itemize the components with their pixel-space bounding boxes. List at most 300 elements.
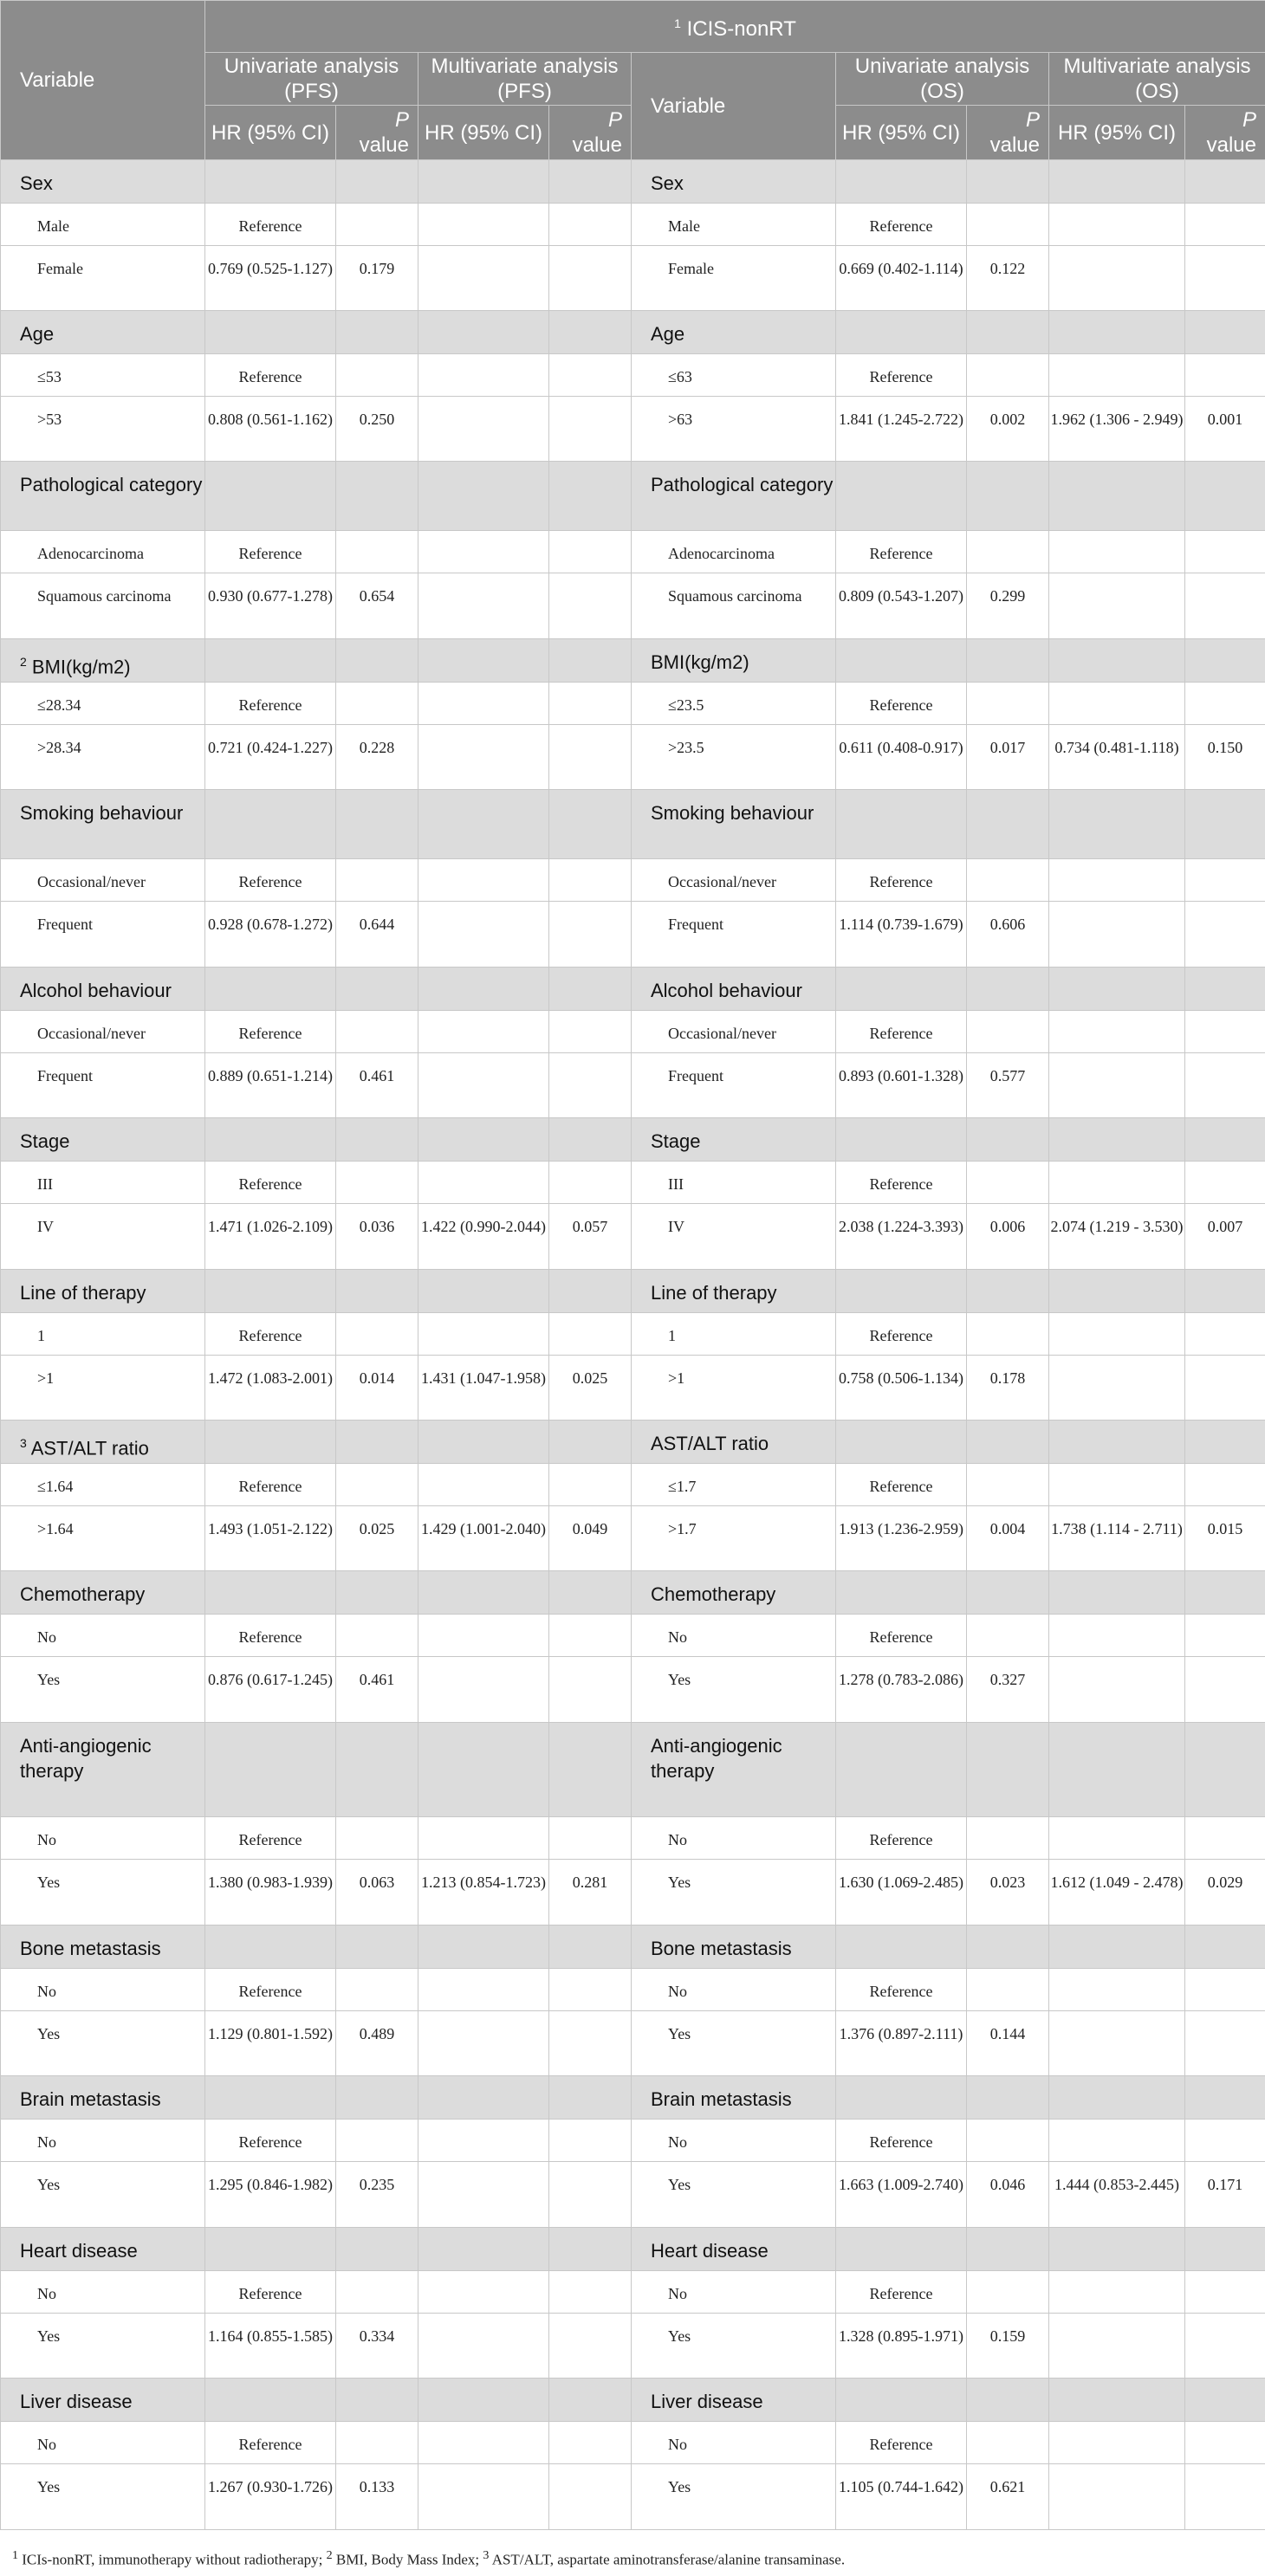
multivariate-hr-value (418, 354, 549, 397)
multivariate-p-value (549, 725, 632, 790)
multivariate-p-value: 0.025 (549, 1356, 632, 1421)
hr-ci-value: Reference (836, 683, 967, 725)
empty-cell (549, 2228, 632, 2271)
multivariate-p-value (1185, 1011, 1265, 1053)
p-value (967, 204, 1049, 246)
empty-cell (336, 1723, 418, 1817)
p-value-header: P value (549, 106, 632, 160)
multivariate-p-value (549, 1657, 632, 1723)
category-label: Stage (20, 1130, 70, 1152)
multivariate-hr-value (418, 1011, 549, 1053)
hr-ci-value: Reference (836, 204, 967, 246)
level-label: No (632, 2120, 836, 2162)
multivariate-hr-value: 1.422 (0.990-2.044) (418, 1204, 549, 1270)
multivariate-hr-value: 1.738 (1.114 - 2.711) (1049, 1506, 1185, 1571)
empty-cell (967, 1118, 1049, 1162)
p-value (967, 1464, 1049, 1506)
multivariate-hr-value (418, 1053, 549, 1118)
category-cell-left (1, 1571, 205, 1615)
multivariate-p-value (549, 2011, 632, 2076)
level-label: Yes (1, 1657, 205, 1723)
hr-ci-value: 0.809 (0.543-1.207) (836, 573, 967, 639)
hr-ci-value: Reference (836, 1464, 967, 1506)
multivariate-p-value (549, 573, 632, 639)
empty-cell (1049, 462, 1185, 531)
multivariate-hr-value (1049, 902, 1185, 968)
empty-cell (836, 462, 967, 531)
p-value (336, 1969, 418, 2011)
table-row (1, 725, 1265, 790)
category-cell-right (632, 1421, 836, 1464)
empty-cell (1049, 1571, 1185, 1615)
hr-ci-value: 0.669 (0.402-1.114) (836, 246, 967, 311)
empty-cell (967, 2076, 1049, 2120)
category-cell-right (632, 1118, 836, 1162)
category-row (1, 2379, 1265, 2422)
multivariate-hr-value (1049, 2120, 1185, 2162)
table-row (1, 2271, 1265, 2314)
empty-cell (1185, 1118, 1265, 1162)
category-cell-left (1, 639, 205, 683)
level-label: ≤53 (1, 354, 205, 397)
multivariate-p-value (549, 1011, 632, 1053)
multivariate-hr-value (418, 1313, 549, 1356)
footnote: $^1$ ICIs-nonRT, immunotherapy without radiotherapy; $^2$ BMI, Body Mass Index; $^3$ AST/ALT, aspartate aminotransferase/alanine transaminase. (12, 2549, 846, 2568)
empty-cell (836, 639, 967, 683)
empty-cell (336, 462, 418, 531)
table-header (1, 1, 1265, 160)
category-row (1, 1421, 1265, 1464)
empty-cell (418, 1926, 549, 1969)
p-value (336, 1162, 418, 1204)
p-value-header: P value (967, 106, 1049, 160)
level-label: No (632, 1969, 836, 2011)
category-cell-left (1, 2228, 205, 2271)
empty-cell (418, 968, 549, 1011)
category-label: Age (651, 323, 685, 345)
multivariate-hr-value (418, 683, 549, 725)
multivariate-hr-value (418, 902, 549, 968)
empty-cell (836, 1270, 967, 1313)
p-value: 0.644 (336, 902, 418, 968)
p-value: 0.327 (967, 1657, 1049, 1723)
empty-cell (418, 311, 549, 354)
p-value: 0.606 (967, 902, 1049, 968)
multivariate-p-value (1185, 1817, 1265, 1860)
multivariate-hr-value (1049, 246, 1185, 311)
p-value (336, 1615, 418, 1657)
category-label: Bone metastasis (20, 1938, 161, 1959)
hr-ci-value: Reference (205, 354, 336, 397)
table-row (1, 1817, 1265, 1860)
table-row (1, 859, 1265, 902)
multivariate-hr-value (418, 1162, 549, 1204)
multivariate-hr-value (1049, 1313, 1185, 1356)
hr-ci-value: 0.928 (0.678-1.272) (205, 902, 336, 968)
empty-cell (205, 2228, 336, 2271)
multivariate-p-value (1185, 859, 1265, 902)
level-label: Frequent (1, 1053, 205, 1118)
multivariate-p-value (1185, 2011, 1265, 2076)
p-value: 0.489 (336, 2011, 418, 2076)
multivariate-p-value (549, 2120, 632, 2162)
hr-ci-value: 0.889 (0.651-1.214) (205, 1053, 336, 1118)
hr-ci-value: 0.769 (0.525-1.127) (205, 246, 336, 311)
table-row (1, 1011, 1265, 1053)
category-cell-left (1, 1270, 205, 1313)
multivariate-p-value (1185, 531, 1265, 573)
multivariate-hr-value (418, 1657, 549, 1723)
empty-cell (967, 1421, 1049, 1464)
multivariate-p-value (1185, 902, 1265, 968)
hr-ci-value: Reference (836, 1162, 967, 1204)
empty-cell (836, 1926, 967, 1969)
p-value: 0.017 (967, 725, 1049, 790)
table-row (1, 1969, 1265, 2011)
multivariate-p-value (1185, 1657, 1265, 1723)
level-label: Female (1, 246, 205, 311)
empty-cell (205, 311, 336, 354)
multivariate-p-value (549, 859, 632, 902)
multivariate-p-value (549, 1162, 632, 1204)
p-value (336, 204, 418, 246)
table-row (1, 2011, 1265, 2076)
empty-cell (967, 311, 1049, 354)
table-body (1, 160, 1265, 2530)
category-label: Line of therapy (651, 1282, 777, 1304)
level-label: Yes (1, 2314, 205, 2379)
category-label: BMI(kg/m2) (31, 656, 131, 678)
hr-ci-value: Reference (205, 1313, 336, 1356)
empty-cell (205, 1571, 336, 1615)
level-label: Adenocarcinoma (1, 531, 205, 573)
multivariate-hr-value: 1.429 (1.001-2.040) (418, 1506, 549, 1571)
hr-ci-value: Reference (205, 2422, 336, 2464)
category-label: AST/ALT ratio (651, 1433, 769, 1454)
table-row (1, 902, 1265, 968)
category-cell-right (632, 2076, 836, 2120)
multivariate-p-value (1185, 1356, 1265, 1421)
multivariate-hr-value (1049, 2271, 1185, 2314)
multivariate-hr-value (418, 859, 549, 902)
category-cell-right (632, 160, 836, 204)
hr-ci-value: Reference (836, 531, 967, 573)
category-cell-right (632, 790, 836, 859)
empty-cell (549, 462, 632, 531)
empty-cell (836, 160, 967, 204)
hr-ci-value: Reference (836, 1969, 967, 2011)
hr-header: HR (95% CI) (836, 106, 967, 160)
p-value: 0.228 (336, 725, 418, 790)
category-label: Line of therapy (20, 1282, 146, 1304)
hr-ci-value: 1.380 (0.983-1.939) (205, 1860, 336, 1926)
multivariate-p-value (549, 2314, 632, 2379)
variable-header-left: Variable (1, 1, 205, 160)
multivariate-p-value (1185, 1464, 1265, 1506)
multivariate-p-value (1185, 1969, 1265, 2011)
level-label: >1 (632, 1356, 836, 1421)
empty-cell (1049, 1270, 1185, 1313)
multivariate-p-value (549, 1464, 632, 1506)
level-label: Occasional/never (632, 859, 836, 902)
hr-ci-value: Reference (836, 2120, 967, 2162)
category-cell-right (632, 639, 836, 683)
hr-ci-value: Reference (836, 354, 967, 397)
empty-cell (1049, 968, 1185, 1011)
level-label: >1 (1, 1356, 205, 1421)
level-label: Adenocarcinoma (632, 531, 836, 573)
multivariate-hr-value (1049, 2422, 1185, 2464)
level-label: Frequent (1, 902, 205, 968)
multivariate-p-value (1185, 2314, 1265, 2379)
hr-header: HR (95% CI) (1049, 106, 1185, 160)
category-label: BMI(kg/m2) (651, 651, 749, 673)
multivariate-p-value (1185, 2271, 1265, 2314)
multivariate-hr-value (1049, 1464, 1185, 1506)
p-value (336, 1313, 418, 1356)
hr-ci-value: 1.295 (0.846-1.982) (205, 2162, 336, 2228)
table-row (1, 1615, 1265, 1657)
p-value: 0.179 (336, 246, 418, 311)
empty-cell (1049, 639, 1185, 683)
empty-cell (549, 2379, 632, 2422)
multivariate-p-value (1185, 1615, 1265, 1657)
empty-cell (1185, 1421, 1265, 1464)
level-label: >1.7 (632, 1506, 836, 1571)
level-label: Occasional/never (632, 1011, 836, 1053)
table-row (1, 2120, 1265, 2162)
category-cell-right (632, 1270, 836, 1313)
level-label: IV (632, 1204, 836, 1270)
empty-cell (336, 639, 418, 683)
level-label: Yes (632, 2011, 836, 2076)
empty-cell (205, 1723, 336, 1817)
level-label: No (632, 1615, 836, 1657)
hr-ci-value: 1.630 (1.069-2.485) (836, 1860, 967, 1926)
empty-cell (549, 160, 632, 204)
table-row (1, 1053, 1265, 1118)
multivariate-hr-value (418, 2011, 549, 2076)
level-label: ≤28.34 (1, 683, 205, 725)
category-row (1, 462, 1265, 531)
empty-cell (418, 1723, 549, 1817)
empty-cell (1185, 160, 1265, 204)
empty-cell (336, 1421, 418, 1464)
empty-cell (418, 2379, 549, 2422)
empty-cell (1049, 311, 1185, 354)
multivariate-p-value: 0.015 (1185, 1506, 1265, 1571)
multivariate-p-value (1185, 2120, 1265, 2162)
level-label: Male (1, 204, 205, 246)
table-title: $^1$ ICIS-nonRT (205, 1, 1265, 53)
table-row (1, 1657, 1265, 1723)
hr-ci-value: 1.129 (0.801-1.592) (205, 2011, 336, 2076)
hr-ci-value: 1.841 (1.245-2.722) (836, 397, 967, 462)
multivariate-hr-value (418, 2464, 549, 2530)
hr-ci-value: 0.808 (0.561-1.162) (205, 397, 336, 462)
multivariate-hr-value (418, 725, 549, 790)
empty-cell (336, 1118, 418, 1162)
p-value: 0.023 (967, 1860, 1049, 1926)
p-value (336, 1464, 418, 1506)
table-row (1, 1162, 1265, 1204)
empty-cell (418, 1571, 549, 1615)
empty-cell (418, 1421, 549, 1464)
level-label: Yes (632, 2464, 836, 2530)
empty-cell (205, 160, 336, 204)
hr-ci-value: Reference (205, 204, 336, 246)
empty-cell (549, 2076, 632, 2120)
hr-ci-value: Reference (836, 2271, 967, 2314)
category-label: AST/ALT ratio (30, 1437, 149, 1460)
category-label: Alcohol behaviour (20, 980, 172, 1001)
footnote-marker: 3 (20, 1436, 27, 1450)
empty-cell (967, 160, 1049, 204)
empty-cell (967, 1926, 1049, 1969)
empty-cell (1185, 2228, 1265, 2271)
multivariate-hr-value (1049, 2314, 1185, 2379)
empty-cell (836, 1421, 967, 1464)
multivariate-p-value: 0.150 (1185, 725, 1265, 790)
hr-ci-value: 0.893 (0.601-1.328) (836, 1053, 967, 1118)
empty-cell (205, 1421, 336, 1464)
p-value (336, 2271, 418, 2314)
p-value (967, 2120, 1049, 2162)
hr-ci-value: 1.114 (0.739-1.679) (836, 902, 967, 968)
multivariate-p-value: 0.171 (1185, 2162, 1265, 2228)
table-row (1, 1204, 1265, 1270)
p-value (967, 683, 1049, 725)
p-value: 0.133 (336, 2464, 418, 2530)
multivariate-pfs-header: Multivariate analysis (PFS) (418, 53, 632, 106)
hr-ci-value: Reference (836, 2422, 967, 2464)
table-row (1, 1464, 1265, 1506)
multivariate-p-value (549, 531, 632, 573)
level-label: >1.64 (1, 1506, 205, 1571)
multivariate-hr-value (1049, 1615, 1185, 1657)
empty-cell (336, 2228, 418, 2271)
level-label: No (1, 1817, 205, 1860)
level-label: ≤23.5 (632, 683, 836, 725)
category-cell-left (1, 2076, 205, 2120)
category-row (1, 639, 1265, 683)
univariate-pfs-header: Univariate analysis (PFS) (205, 53, 418, 106)
level-label: Squamous carcinoma (632, 573, 836, 639)
empty-cell (205, 790, 336, 859)
empty-cell (1185, 1270, 1265, 1313)
level-label: No (632, 2422, 836, 2464)
empty-cell (549, 1270, 632, 1313)
level-label: No (1, 1615, 205, 1657)
category-cell-left (1, 1421, 205, 1464)
multivariate-p-value (1185, 573, 1265, 639)
hr-ci-value: 1.663 (1.009-2.740) (836, 2162, 967, 2228)
multivariate-hr-value (418, 531, 549, 573)
hr-ci-value: 0.611 (0.408-0.917) (836, 725, 967, 790)
p-value (967, 859, 1049, 902)
empty-cell (836, 2076, 967, 2120)
category-label: Stage (651, 1130, 701, 1152)
multivariate-hr-value (1049, 859, 1185, 902)
empty-cell (549, 1926, 632, 1969)
empty-cell (967, 2228, 1049, 2271)
p-value (967, 531, 1049, 573)
hr-ci-value: 1.267 (0.930-1.726) (205, 2464, 336, 2530)
p-value: 0.036 (336, 1204, 418, 1270)
empty-cell (1049, 2228, 1185, 2271)
category-cell-right (632, 462, 836, 531)
category-label: Age (20, 323, 55, 345)
hr-ci-value: 1.471 (1.026-2.109) (205, 1204, 336, 1270)
hr-ci-value: 1.105 (0.744-1.642) (836, 2464, 967, 2530)
multivariate-p-value (549, 204, 632, 246)
category-cell-right (632, 2379, 836, 2422)
multivariate-p-value (549, 2464, 632, 2530)
category-label: Heart disease (651, 2240, 769, 2262)
p-value: 0.654 (336, 573, 418, 639)
hr-ci-value: Reference (205, 683, 336, 725)
empty-cell (205, 2379, 336, 2422)
level-label: III (632, 1162, 836, 1204)
multivariate-hr-value (1049, 1053, 1185, 1118)
table-row (1, 1356, 1265, 1421)
hr-ci-value: Reference (205, 1011, 336, 1053)
level-label: No (1, 2271, 205, 2314)
level-label: Yes (1, 1860, 205, 1926)
p-value (967, 2422, 1049, 2464)
multivariate-p-value (549, 2271, 632, 2314)
p-value (967, 1011, 1049, 1053)
empty-cell (418, 2076, 549, 2120)
empty-cell (1049, 160, 1185, 204)
variable-header-right: Variable (632, 53, 836, 160)
empty-cell (1049, 790, 1185, 859)
p-value: 0.004 (967, 1506, 1049, 1571)
empty-cell (336, 968, 418, 1011)
category-label: Smoking behaviour (20, 802, 184, 824)
multivariate-hr-value (1049, 1969, 1185, 2011)
empty-cell (1185, 1926, 1265, 1969)
level-label: Squamous carcinoma (1, 573, 205, 639)
category-label: Smoking behaviour (651, 802, 814, 824)
level-label: Yes (1, 2162, 205, 2228)
category-row (1, 311, 1265, 354)
p-value: 0.178 (967, 1356, 1049, 1421)
table-row (1, 397, 1265, 462)
hr-ci-value: Reference (205, 1464, 336, 1506)
p-value (336, 531, 418, 573)
empty-cell (336, 1270, 418, 1313)
multivariate-p-value: 0.007 (1185, 1204, 1265, 1270)
table-row (1, 246, 1265, 311)
p-value (967, 1162, 1049, 1204)
category-label: Liver disease (651, 2391, 763, 2412)
multivariate-p-value: 0.057 (549, 1204, 632, 1270)
empty-cell (967, 790, 1049, 859)
empty-cell (967, 1723, 1049, 1817)
empty-cell (1185, 311, 1265, 354)
empty-cell (549, 968, 632, 1011)
level-label: No (1, 2120, 205, 2162)
category-cell-left (1, 311, 205, 354)
category-label: Brain metastasis (651, 2088, 792, 2110)
multivariate-hr-value (1049, 354, 1185, 397)
empty-cell (336, 1571, 418, 1615)
empty-cell (418, 1270, 549, 1313)
empty-cell (205, 462, 336, 531)
p-value (967, 2271, 1049, 2314)
p-value (336, 2120, 418, 2162)
